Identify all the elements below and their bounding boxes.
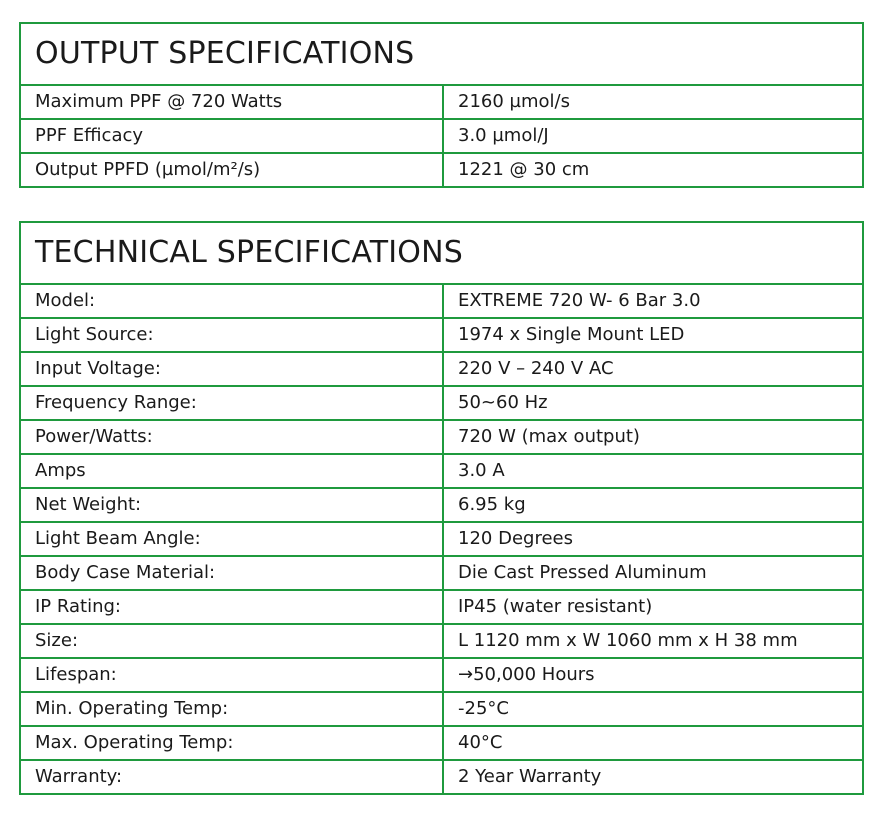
table-row bbox=[20, 760, 863, 794]
table-row bbox=[20, 488, 863, 522]
spec-label: Model: bbox=[20, 284, 443, 318]
technical-specifications-title: TECHNICAL SPECIFICATIONS bbox=[20, 222, 863, 284]
spec-label: PPF Efficacy bbox=[20, 119, 443, 153]
spec-label: Amps bbox=[20, 454, 443, 488]
table-row bbox=[20, 692, 863, 726]
spec-label: Input Voltage: bbox=[20, 352, 443, 386]
spec-label: Power/Watts: bbox=[20, 420, 443, 454]
spec-value: 50~60 Hz bbox=[443, 386, 863, 420]
spec-value: 40°C bbox=[443, 726, 863, 760]
spec-label: Lifespan: bbox=[20, 658, 443, 692]
output-specifications-header bbox=[20, 23, 863, 85]
table-row bbox=[20, 624, 863, 658]
table-row bbox=[20, 726, 863, 760]
spec-value: Die Cast Pressed Aluminum bbox=[443, 556, 863, 590]
table-row bbox=[20, 85, 863, 119]
spec-label: Min. Operating Temp: bbox=[20, 692, 443, 726]
spec-value: 120 Degrees bbox=[443, 522, 863, 556]
spec-label: Light Source: bbox=[20, 318, 443, 352]
spec-label: Max. Operating Temp: bbox=[20, 726, 443, 760]
spec-value: 3.0 A bbox=[443, 454, 863, 488]
table-row bbox=[20, 284, 863, 318]
table-row bbox=[20, 522, 863, 556]
spec-label: Maximum PPF @ 720 Watts bbox=[20, 85, 443, 119]
spec-value: -25°C bbox=[443, 692, 863, 726]
spec-label: Body Case Material: bbox=[20, 556, 443, 590]
table-row bbox=[20, 318, 863, 352]
technical-specifications-header bbox=[20, 222, 863, 284]
spec-label: Warranty: bbox=[20, 760, 443, 794]
table-row bbox=[20, 386, 863, 420]
table-row bbox=[20, 420, 863, 454]
spec-value: 6.95 kg bbox=[443, 488, 863, 522]
spec-value: 720 W (max output) bbox=[443, 420, 863, 454]
output-specifications-title: OUTPUT SPECIFICATIONS bbox=[20, 23, 863, 85]
spec-value: →50,000 Hours bbox=[443, 658, 863, 692]
spec-label: Net Weight: bbox=[20, 488, 443, 522]
spec-value: 1221 @ 30 cm bbox=[443, 153, 863, 187]
spec-label: Output PPFD (µmol/m²/s) bbox=[20, 153, 443, 187]
spec-value: 220 V – 240 V AC bbox=[443, 352, 863, 386]
spec-value: 3.0 µmol/J bbox=[443, 119, 863, 153]
table-row bbox=[20, 454, 863, 488]
spec-label: Size: bbox=[20, 624, 443, 658]
spec-label: Frequency Range: bbox=[20, 386, 443, 420]
table-row bbox=[20, 658, 863, 692]
spec-value: L 1120 mm x W 1060 mm x H 38 mm bbox=[443, 624, 863, 658]
table-row bbox=[20, 153, 863, 187]
table-row bbox=[20, 119, 863, 153]
table-row bbox=[20, 352, 863, 386]
spec-value: 2 Year Warranty bbox=[443, 760, 863, 794]
spec-label: Light Beam Angle: bbox=[20, 522, 443, 556]
table-row bbox=[20, 590, 863, 624]
technical-specifications-table bbox=[19, 221, 864, 795]
output-specifications-table bbox=[19, 22, 864, 188]
spec-value: 1974 x Single Mount LED bbox=[443, 318, 863, 352]
spec-value: IP45 (water resistant) bbox=[443, 590, 863, 624]
spec-value: EXTREME 720 W- 6 Bar 3.0 bbox=[443, 284, 863, 318]
spec-value: 2160 µmol/s bbox=[443, 85, 863, 119]
table-row bbox=[20, 556, 863, 590]
spec-label: IP Rating: bbox=[20, 590, 443, 624]
